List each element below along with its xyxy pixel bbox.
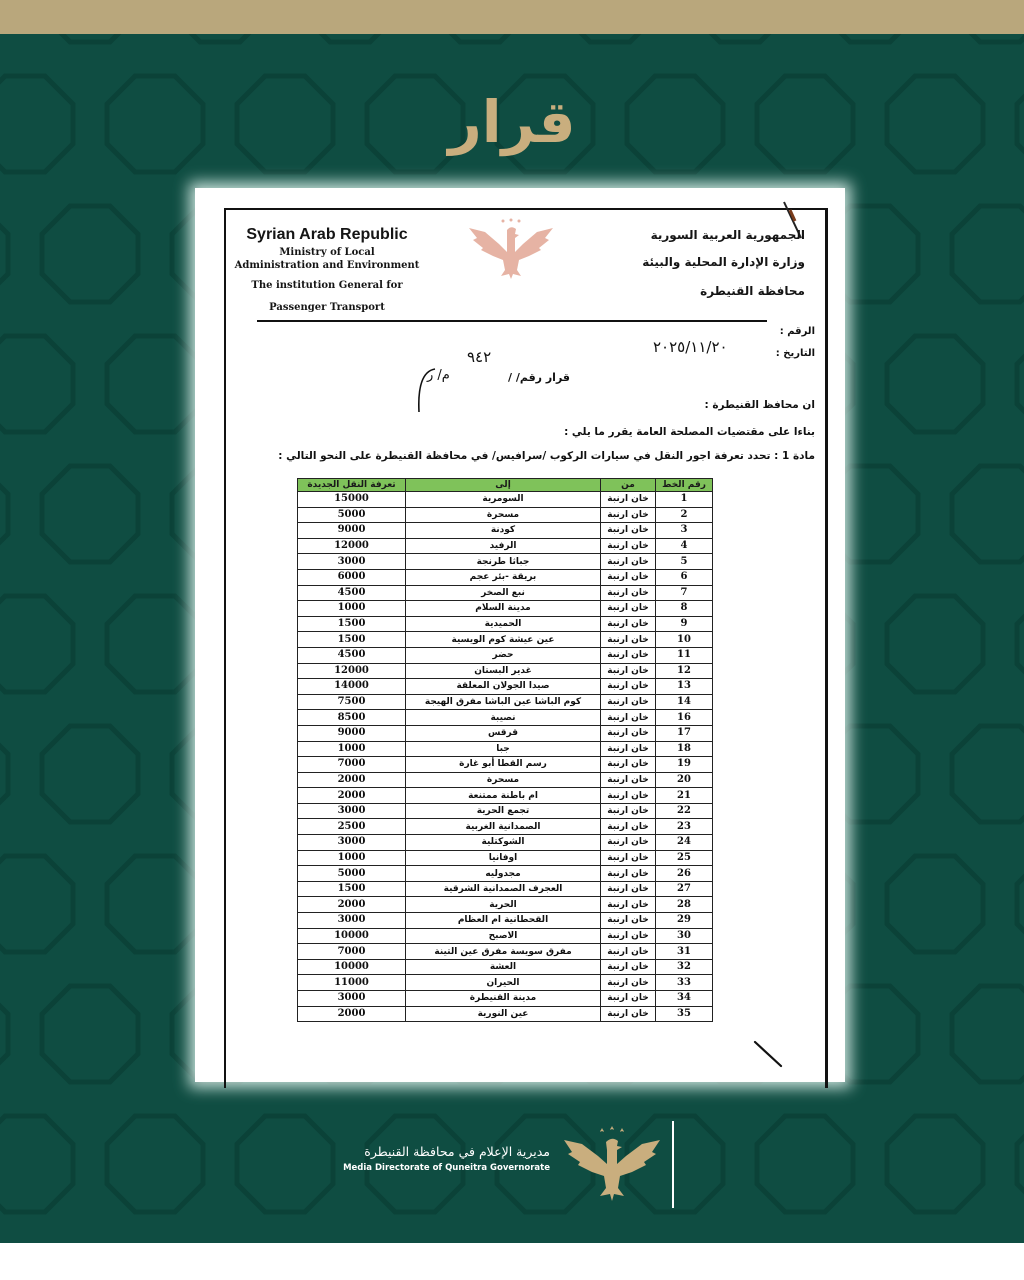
cell-from: خان ارنبة bbox=[601, 975, 656, 991]
cell-fare: 1000 bbox=[298, 601, 406, 617]
cell-line-number: 5 bbox=[656, 554, 713, 570]
cell-to: عين النورية bbox=[406, 1006, 601, 1022]
table-row bbox=[298, 725, 713, 741]
cell-to: مجدوليه bbox=[406, 866, 601, 882]
cell-fare: 10000 bbox=[298, 928, 406, 944]
cell-from: خان ارنبة bbox=[601, 601, 656, 617]
footer-arabic-name: مديرية الإعلام في محافظة القنيطرة bbox=[364, 1144, 550, 1159]
cell-line-number: 24 bbox=[656, 835, 713, 851]
eagle-emblem-icon bbox=[463, 218, 559, 280]
cell-from: خان ارنبة bbox=[601, 803, 656, 819]
table-row bbox=[298, 507, 713, 523]
table-row bbox=[298, 835, 713, 851]
table-row bbox=[298, 741, 713, 757]
cell-fare: 7500 bbox=[298, 694, 406, 710]
cell-line-number: 6 bbox=[656, 569, 713, 585]
table-row bbox=[298, 850, 713, 866]
cell-from: خان ارنبة bbox=[601, 881, 656, 897]
table-row bbox=[298, 632, 713, 648]
header-from: من bbox=[601, 479, 656, 492]
cell-to: القحطانية ام العظام bbox=[406, 913, 601, 929]
cell-from: خان ارنبة bbox=[601, 741, 656, 757]
letterhead-ministry-2: Administration and Environment bbox=[234, 260, 420, 271]
footer-divider bbox=[672, 1121, 674, 1208]
cell-fare: 3000 bbox=[298, 991, 406, 1007]
table-row bbox=[298, 694, 713, 710]
cell-line-number: 2 bbox=[656, 507, 713, 523]
cell-to: عين عيشة كوم الويسية bbox=[406, 632, 601, 648]
cell-fare: 3000 bbox=[298, 913, 406, 929]
table-row bbox=[298, 803, 713, 819]
table-row bbox=[298, 710, 713, 726]
cell-to: الحرية bbox=[406, 897, 601, 913]
cell-line-number: 14 bbox=[656, 694, 713, 710]
table-row bbox=[298, 959, 713, 975]
cell-to: العشة bbox=[406, 959, 601, 975]
cell-fare: 3000 bbox=[298, 835, 406, 851]
cell-to: نبع الصخر bbox=[406, 585, 601, 601]
table-row bbox=[298, 569, 713, 585]
cell-to: مفرق سويسة مفرق عين التينة bbox=[406, 944, 601, 960]
table-row bbox=[298, 928, 713, 944]
table-row bbox=[298, 757, 713, 773]
letterhead-country-ar: الجمهورية العربية السورية bbox=[650, 228, 805, 242]
table-row bbox=[298, 1006, 713, 1022]
cell-fare: 2000 bbox=[298, 788, 406, 804]
cell-fare: 2500 bbox=[298, 819, 406, 835]
cell-from: خان ارنبة bbox=[601, 788, 656, 804]
cell-to: الحميدية bbox=[406, 616, 601, 632]
cell-line-number: 16 bbox=[656, 710, 713, 726]
cell-from: خان ارنبة bbox=[601, 523, 656, 539]
cell-to: اوفانيا bbox=[406, 850, 601, 866]
basis-text: بناءا على مقتضيات المصلحة العامة يقرر ما يلي : bbox=[564, 426, 815, 438]
cell-to: تجمع الحرية bbox=[406, 803, 601, 819]
cell-to: الشوكتلية bbox=[406, 835, 601, 851]
cell-from: خان ارنبة bbox=[601, 492, 656, 508]
cell-line-number: 12 bbox=[656, 663, 713, 679]
table-row bbox=[298, 944, 713, 960]
cell-to: الحيران bbox=[406, 975, 601, 991]
cell-from: خان ارنبة bbox=[601, 866, 656, 882]
table-row bbox=[298, 647, 713, 663]
table-row bbox=[298, 679, 713, 695]
cell-to: غدير البستان bbox=[406, 663, 601, 679]
cell-line-number: 8 bbox=[656, 601, 713, 617]
header-divider bbox=[257, 320, 767, 322]
cell-to: قرقس bbox=[406, 725, 601, 741]
cell-from: خان ارنبة bbox=[601, 928, 656, 944]
handwritten-decision-number: ٩٤٢ bbox=[467, 348, 492, 366]
cell-from: خان ارنبة bbox=[601, 725, 656, 741]
cell-fare: 3000 bbox=[298, 803, 406, 819]
table-row bbox=[298, 881, 713, 897]
cell-line-number: 19 bbox=[656, 757, 713, 773]
cell-from: خان ارنبة bbox=[601, 710, 656, 726]
cell-fare: 10000 bbox=[298, 959, 406, 975]
cell-fare: 4500 bbox=[298, 585, 406, 601]
document-image bbox=[195, 188, 845, 1082]
footer-brand bbox=[320, 1143, 550, 1175]
article-1-text: مادة 1 : تحدد تعرفة اجور النقل في سيارات الركوب /سرافيس/ في محافظة القنيطرة على النحو التالي : bbox=[278, 450, 815, 462]
top-band bbox=[0, 0, 1024, 34]
cell-from: خان ارنبة bbox=[601, 757, 656, 773]
letterhead-governorate-ar: محافظة القنيطرة bbox=[700, 284, 805, 298]
cell-from: خان ارنبة bbox=[601, 507, 656, 523]
cell-line-number: 33 bbox=[656, 975, 713, 991]
footer-english-name: Media Directorate of Quneitra Governorate bbox=[343, 1163, 550, 1173]
cell-to: جبا bbox=[406, 741, 601, 757]
table-row bbox=[298, 492, 713, 508]
cell-fare: 2000 bbox=[298, 772, 406, 788]
cell-to: صيدا الجولان المعلقة bbox=[406, 679, 601, 695]
cell-to: رسم القطا أبو غارة bbox=[406, 757, 601, 773]
cell-from: خان ارنبة bbox=[601, 538, 656, 554]
cell-to: ام باطنة ممتنعة bbox=[406, 788, 601, 804]
cell-line-number: 31 bbox=[656, 944, 713, 960]
cell-fare: 5000 bbox=[298, 866, 406, 882]
cell-line-number: 25 bbox=[656, 850, 713, 866]
cell-from: خان ارنبة bbox=[601, 569, 656, 585]
cell-fare: 9000 bbox=[298, 725, 406, 741]
table-row bbox=[298, 819, 713, 835]
table-row bbox=[298, 897, 713, 913]
cell-to: السومرية bbox=[406, 492, 601, 508]
cell-fare: 9000 bbox=[298, 523, 406, 539]
cell-from: خان ارنبة bbox=[601, 835, 656, 851]
letterhead-institution-1: The institution General for bbox=[251, 280, 403, 291]
cell-from: خان ارنبة bbox=[601, 554, 656, 570]
intro-text: ان محافظ القنيطرة : bbox=[704, 399, 815, 411]
cell-fare: 14000 bbox=[298, 679, 406, 695]
cell-line-number: 32 bbox=[656, 959, 713, 975]
table-row bbox=[298, 616, 713, 632]
cell-from: خان ارنبة bbox=[601, 679, 656, 695]
cell-fare: 1500 bbox=[298, 616, 406, 632]
cell-line-number: 26 bbox=[656, 866, 713, 882]
cell-line-number: 18 bbox=[656, 741, 713, 757]
decision-label: قرار رقم/ / bbox=[507, 371, 570, 384]
date-label: التاريخ : bbox=[775, 348, 815, 359]
cell-line-number: 27 bbox=[656, 881, 713, 897]
cell-to: حضر bbox=[406, 647, 601, 663]
header-line-number: رقم الخط bbox=[656, 479, 713, 492]
arabic-letterhead bbox=[585, 228, 805, 298]
cell-to: مسحرة bbox=[406, 507, 601, 523]
cell-to: بريقة -بئر عجم bbox=[406, 569, 601, 585]
cell-line-number: 34 bbox=[656, 991, 713, 1007]
letterhead-institution-2: Passenger Transport bbox=[269, 302, 385, 313]
page-title: قرار bbox=[448, 88, 576, 156]
cell-from: خان ارنبة bbox=[601, 632, 656, 648]
table-row bbox=[298, 772, 713, 788]
cell-from: خان ارنبة bbox=[601, 694, 656, 710]
cell-line-number: 3 bbox=[656, 523, 713, 539]
letterhead-ministry-ar: وزارة الإدارة المحلية والبيئة bbox=[642, 255, 805, 269]
table-row bbox=[298, 663, 713, 679]
handwritten-date: ٢٠٢٥/١١/٢٠ bbox=[653, 338, 728, 356]
cell-fare: 15000 bbox=[298, 492, 406, 508]
cell-line-number: 4 bbox=[656, 538, 713, 554]
table-row bbox=[298, 601, 713, 617]
fare-table bbox=[297, 478, 713, 1022]
handwritten-decision-suffix: م/ ر bbox=[427, 368, 450, 383]
cell-to: العجرف الصمدانية الشرقية bbox=[406, 881, 601, 897]
cell-line-number: 17 bbox=[656, 725, 713, 741]
cell-fare: 12000 bbox=[298, 538, 406, 554]
cell-to: كودنة bbox=[406, 523, 601, 539]
letterhead-country: Syrian Arab Republic bbox=[246, 226, 408, 243]
table-row bbox=[298, 991, 713, 1007]
cell-line-number: 29 bbox=[656, 913, 713, 929]
cell-to: مسحرة bbox=[406, 772, 601, 788]
cell-from: خان ارنبة bbox=[601, 1006, 656, 1022]
cell-fare: 12000 bbox=[298, 663, 406, 679]
cell-fare: 3000 bbox=[298, 554, 406, 570]
cell-from: خان ارنبة bbox=[601, 585, 656, 601]
cell-to: كوم الباشا عين الباشا مفرق الهيجة bbox=[406, 694, 601, 710]
cell-fare: 6000 bbox=[298, 569, 406, 585]
cell-fare: 4500 bbox=[298, 647, 406, 663]
english-letterhead bbox=[227, 224, 427, 314]
table-row bbox=[298, 866, 713, 882]
cell-line-number: 13 bbox=[656, 679, 713, 695]
cell-fare: 8500 bbox=[298, 710, 406, 726]
table-row bbox=[298, 913, 713, 929]
cell-fare: 1500 bbox=[298, 881, 406, 897]
cell-line-number: 20 bbox=[656, 772, 713, 788]
cell-line-number: 23 bbox=[656, 819, 713, 835]
table-row bbox=[298, 975, 713, 991]
cell-from: خان ارنبة bbox=[601, 819, 656, 835]
cell-fare: 2000 bbox=[298, 897, 406, 913]
cell-line-number: 28 bbox=[656, 897, 713, 913]
cell-line-number: 11 bbox=[656, 647, 713, 663]
table-row bbox=[298, 538, 713, 554]
letterhead-ministry-1: Ministry of Local bbox=[279, 247, 375, 258]
cell-fare: 11000 bbox=[298, 975, 406, 991]
cell-from: خان ارنبة bbox=[601, 772, 656, 788]
handwritten-slash bbox=[753, 1038, 793, 1078]
cell-line-number: 35 bbox=[656, 1006, 713, 1022]
cell-to: نصيبة bbox=[406, 710, 601, 726]
cell-to: جباثا طرنجة bbox=[406, 554, 601, 570]
cell-line-number: 22 bbox=[656, 803, 713, 819]
cell-line-number: 7 bbox=[656, 585, 713, 601]
cell-to: مدينة السلام bbox=[406, 601, 601, 617]
cell-fare: 7000 bbox=[298, 757, 406, 773]
cell-to: الصمدانية الغربية bbox=[406, 819, 601, 835]
cell-line-number: 21 bbox=[656, 788, 713, 804]
table-row bbox=[298, 523, 713, 539]
cell-line-number: 10 bbox=[656, 632, 713, 648]
handwritten-bracket bbox=[413, 366, 439, 416]
cell-fare: 1500 bbox=[298, 632, 406, 648]
cell-to: الرفيد bbox=[406, 538, 601, 554]
header-to: إلى bbox=[406, 479, 601, 492]
cell-fare: 1000 bbox=[298, 850, 406, 866]
cell-from: خان ارنبة bbox=[601, 944, 656, 960]
table-row bbox=[298, 585, 713, 601]
cell-line-number: 9 bbox=[656, 616, 713, 632]
cell-fare: 7000 bbox=[298, 944, 406, 960]
cell-from: خان ارنبة bbox=[601, 913, 656, 929]
cell-to: الاصبح bbox=[406, 928, 601, 944]
table-row bbox=[298, 788, 713, 804]
cell-from: خان ارنبة bbox=[601, 897, 656, 913]
cell-to: مدينة القنيطرة bbox=[406, 991, 601, 1007]
table-row bbox=[298, 554, 713, 570]
cell-fare: 1000 bbox=[298, 741, 406, 757]
header-fare: تعرفة النقل الجديدة bbox=[298, 479, 406, 492]
number-label: الرقم : bbox=[779, 326, 815, 337]
cell-line-number: 30 bbox=[656, 928, 713, 944]
cell-from: خان ارنبة bbox=[601, 959, 656, 975]
cell-from: خان ارنبة bbox=[601, 850, 656, 866]
cell-fare: 5000 bbox=[298, 507, 406, 523]
cell-from: خان ارنبة bbox=[601, 991, 656, 1007]
cell-from: خان ارنبة bbox=[601, 616, 656, 632]
table-header-row bbox=[298, 479, 713, 492]
cell-fare: 2000 bbox=[298, 1006, 406, 1022]
cell-from: خان ارنبة bbox=[601, 647, 656, 663]
cell-line-number: 1 bbox=[656, 492, 713, 508]
cell-from: خان ارنبة bbox=[601, 663, 656, 679]
eagle-logo-icon bbox=[560, 1126, 664, 1202]
